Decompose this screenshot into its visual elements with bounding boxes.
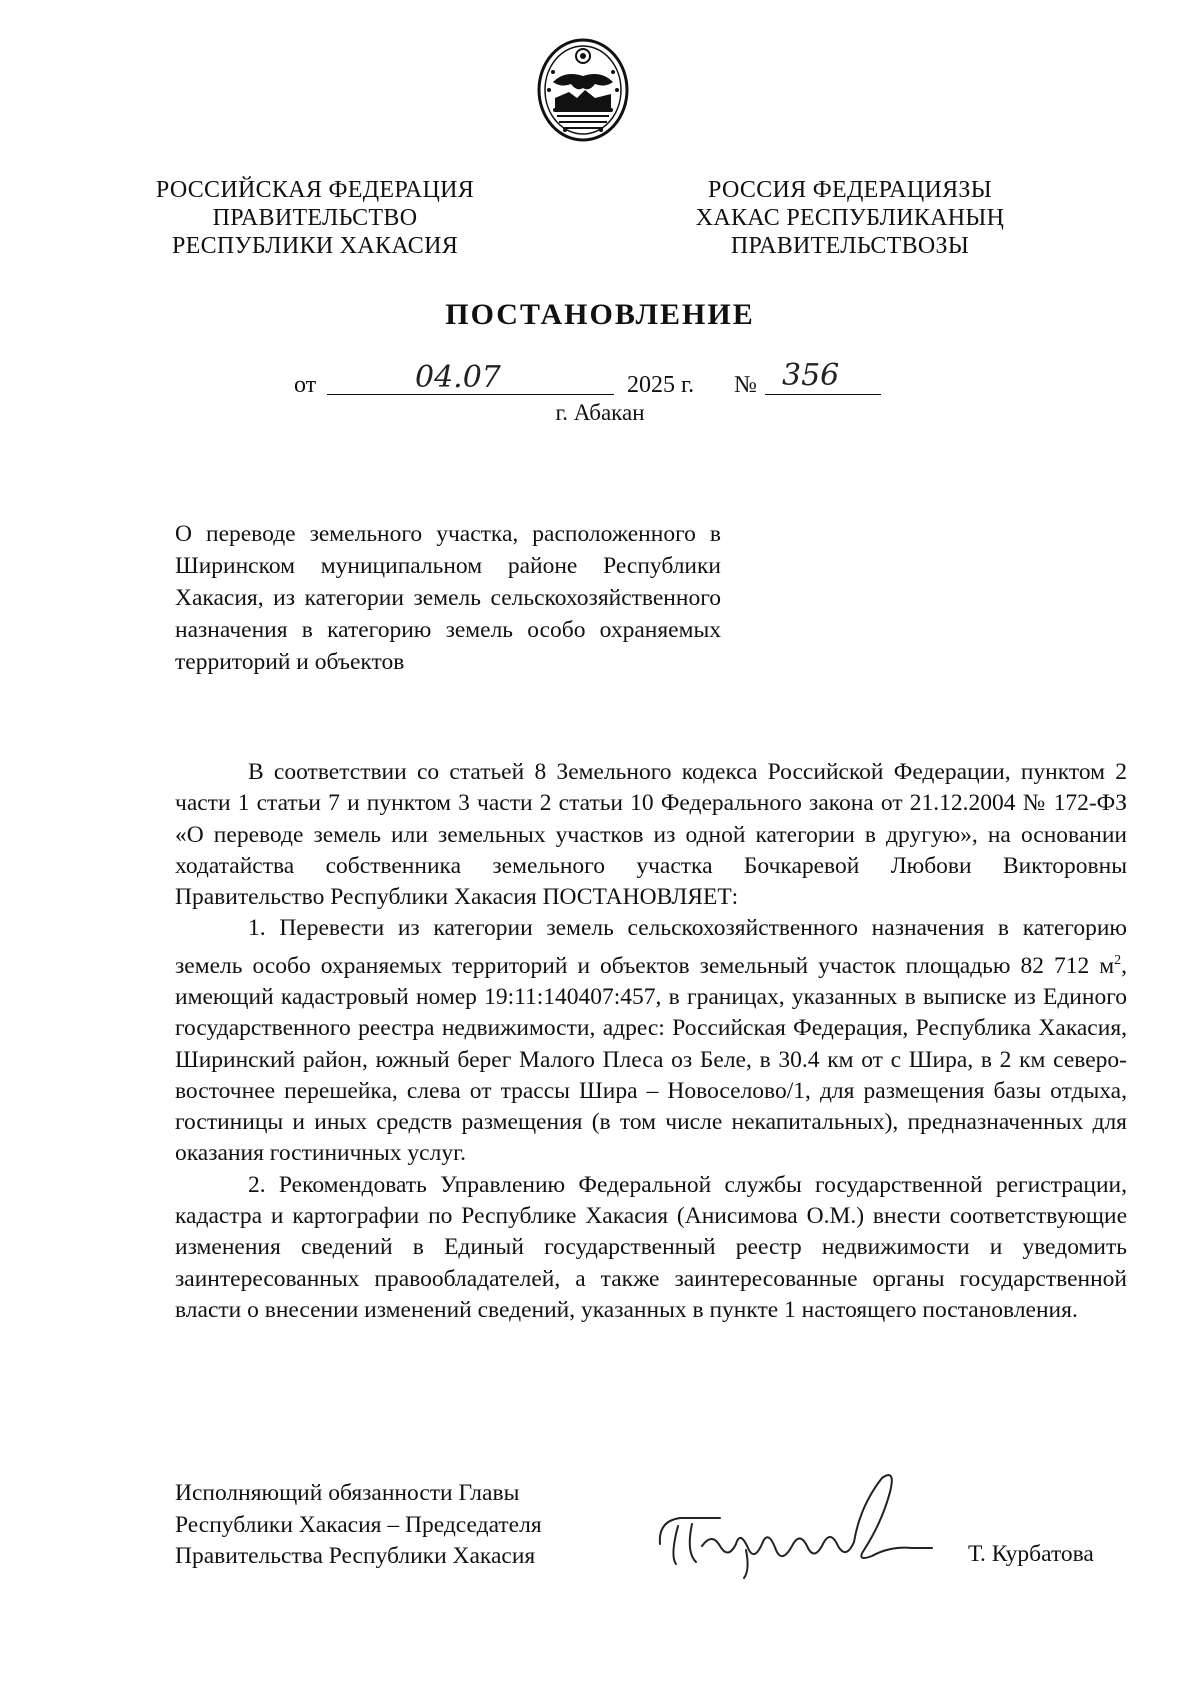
coat-of-arms-emblem (535, 36, 631, 144)
number-underline (765, 394, 881, 395)
header-right-line: ХАКАС РЕСПУБЛИКАНЫҢ (695, 205, 1005, 231)
item-1-paragraph (175, 913, 1127, 1169)
header-left-line: РОССИЙСКАЯ ФЕДЕРАЦИЯ (155, 177, 475, 203)
item-1-text-end: , имеющий кадастровый номер 19:11:140407:457, в границах, указанных в выписке из Единого государственного реестра недвижимости, адрес: Российская Федерация, Республика Хакасия, Ширинский район, южный берег Малого Плеса оз Беле, в 30.4 км от с Шира, в 2 км северо-восточнее перешейка, слева от трассы Шира – Новоселово/1, для размещения базы отдыха, гостиницы и иных средств размещения (в том числе некапитальных), предназначенных для оказания гостиничных услуг. (175, 952, 1127, 1167)
header-left-line: ПРАВИТЕЛЬСТВО (212, 205, 418, 231)
header-right (680, 176, 1020, 260)
preamble-paragraph: В соответствии со статьей 8 Земельного кодекса Российской Федерации, пунктом 2 части 1 статьи 7 и пунктом 3 части 2 статьи 10 Федерального закона от 21.12.2004 № 172-ФЗ «О переводе земель или земельных участков из одной категории в другую», на основании ходатайства собственника земельного участка Бочкаревой Любови Викторовны Правительство Республики Хакасия ПОСТАНОВЛЯЕТ: (175, 759, 1127, 911)
signatory-position-line: Правительства Республики Хакасия (175, 1543, 536, 1569)
header-right-line: ПРАВИТЕЛЬСТВОЗЫ (730, 233, 970, 259)
city-line: г. Абакан (555, 400, 645, 425)
document-title: ПОСТАНОВЛЕНИЕ (445, 298, 755, 331)
header-left-line: РЕСПУБЛИКИ ХАКАСИЯ (171, 233, 459, 259)
signatory-position (175, 1478, 605, 1573)
area-unit-superscript: 2 (1114, 952, 1122, 968)
year-text: 2025 г. (627, 372, 695, 398)
handwritten-signature (650, 1466, 940, 1586)
date-handwritten: 04.07 (415, 360, 501, 395)
document-body (175, 757, 1127, 1326)
header-right-line: РОССИЯ ФЕДЕРАЦИЯЗЫ (708, 177, 992, 203)
signatory-position-line: Республики Хакасия – Председателя (175, 1511, 542, 1538)
from-label: от (294, 372, 317, 398)
signatory-name: Т. Курбатова (968, 1541, 1094, 1567)
header-left (140, 176, 490, 260)
number-handwritten: 356 (782, 358, 840, 393)
item-1-text-start: 1. Перевести из категории земель сельскохозяйственного назначения в категорию земель особо охраняемых территорий и объектов земельный участок площадью 82 712 м (175, 915, 1127, 979)
number-label: № (734, 372, 757, 398)
item-2-paragraph: 2. Рекомендовать Управлению Федеральной службы государственной регистрации, кадастра и картографии по Республике Хакасия (Анисимова О.М.) внести соответствующие изменения сведений в Единый государственный реестр недвижимости и уведомить заинтересованных правообладателей, а также заинтересованные органы государственной власти о внесении изменений сведений, указанных в пункте 1 настоящего постановления. (175, 1171, 1127, 1323)
document-subject: О переводе земельного участка, расположенного в Ширинском муниципальном районе Республики Хакасия, из категории земель сельскохозяйственного назначения в категорию земель особо охраняемых территорий и объектов (175, 521, 721, 675)
signatory-position-line: Исполняющий обязанности Главы (175, 1480, 520, 1506)
